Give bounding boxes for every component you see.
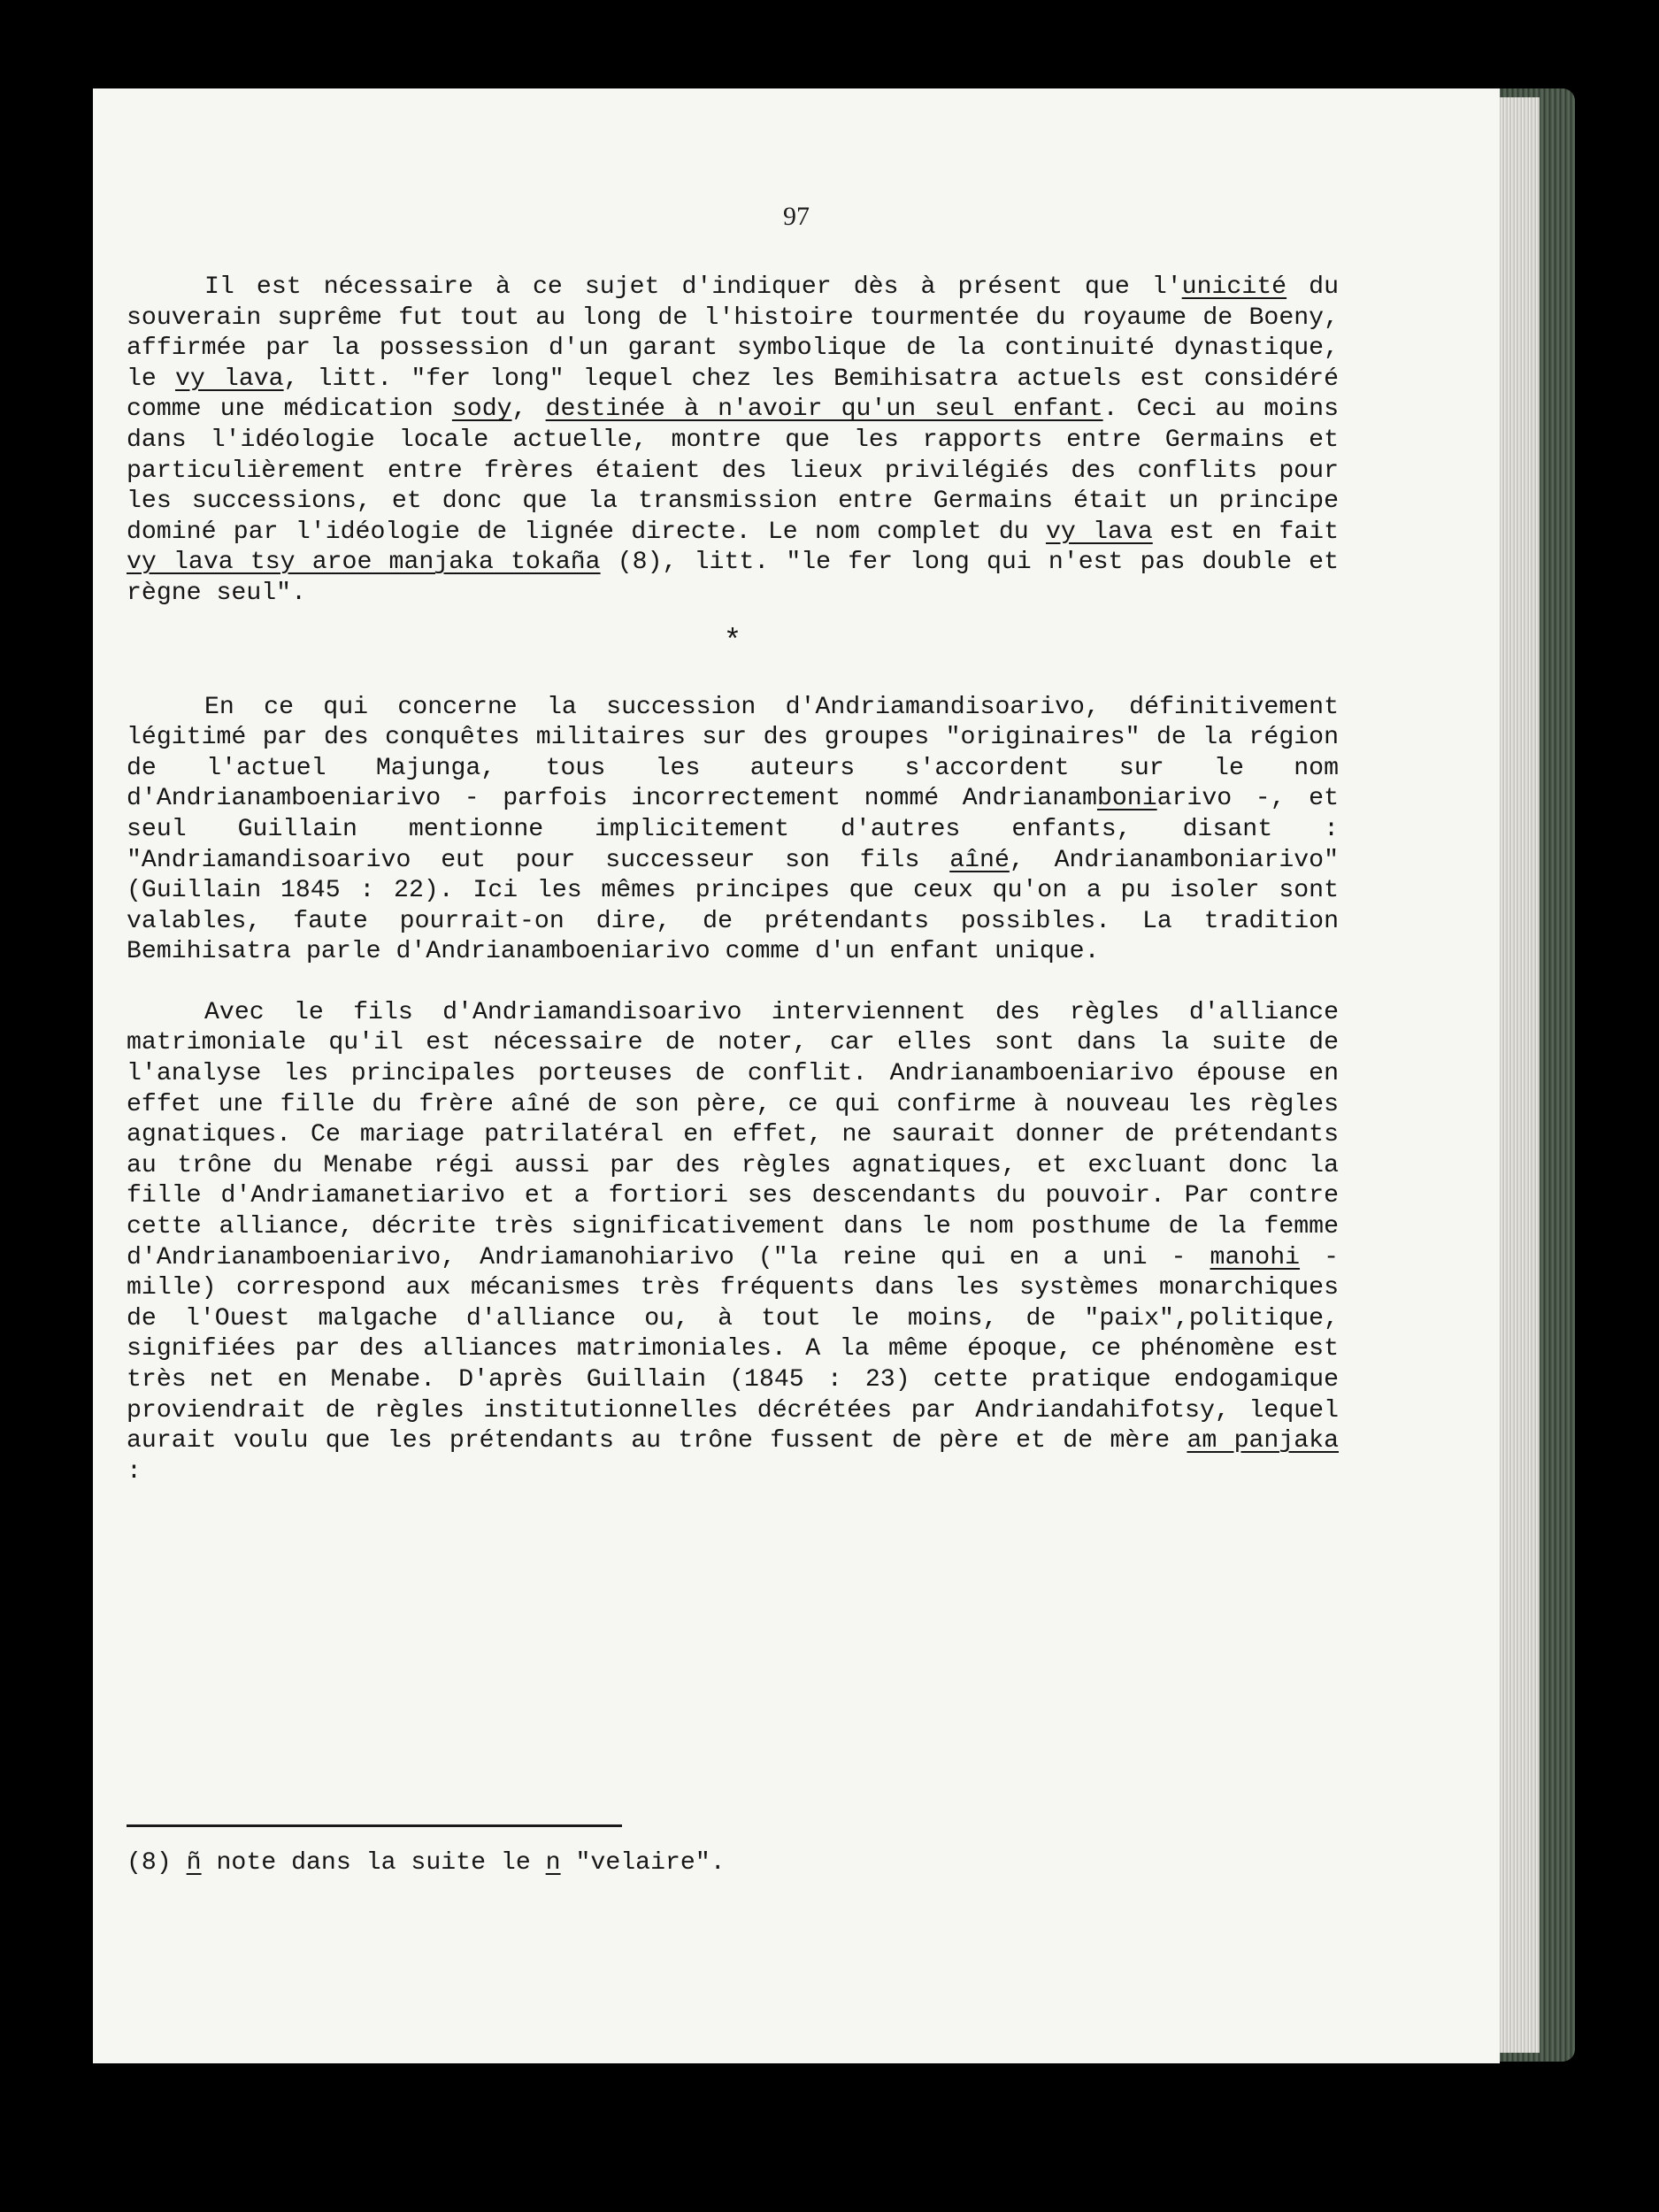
text-run: - mille) correspond aux mécanismes très fréquents dans les systèmes monarchiques de l'Ouest malgache d'alliance ou, à tout le moins, de "paix",politique, signifiées par des alliances matrimoniales. A la même époque, ce phénomène est très net en Menabe. D'après Guillain (1845 : 23) cette pratique endogamique proviendrait de règles institutionnelles décrétées par Andriandahifotsy, lequel aurait voulu que les prétendants au trône fussent de père et de mère (127, 1243, 1339, 1455)
underlined-term: manohi (1210, 1243, 1301, 1271)
text-run: du souverain suprême fut tout au long de l'histoire tourmentée du royaume de Boeny, affirmée par la possession d'un garant symbolique de la continuité dynastique, le (127, 273, 1339, 393)
text-run: est en fait (1152, 518, 1339, 546)
footnote-text: note dans la suite le (201, 1849, 546, 1877)
paragraph-2 (127, 693, 1339, 968)
underlined-term: vy lava tsy aroe manjaka tokaña (127, 549, 601, 577)
underlined-term: unicité (1181, 273, 1287, 301)
footnote-text-end: "velaire". (560, 1849, 726, 1877)
text-run: . Ceci au moins dans l'idéologie locale actuelle, montre que les rapports entre Germains et particulièrement entre frères étaient des lieux privilégiés des conflits pour les successions, et donc que la transmission entre Germains était un principe dominé par l'idéologie de lignée directe. Le nom complet du (127, 396, 1339, 546)
footnote-number: (8) (127, 1849, 172, 1877)
body-text (127, 273, 1339, 1487)
text-run: (8), litt. "le fer long qui n'est pas double et règne seul". (127, 549, 1339, 607)
underlined-term: vy lava (1045, 518, 1153, 546)
footnote-8 (127, 1849, 726, 1877)
footnote-symbol: ñ (186, 1849, 202, 1877)
text-run: Avec le fils d'Andriamandisoarivo interviennent des règles d'alliance matrimoniale qu'il est nécessaire de noter, car elles sont dans la suite de l'analyse les principales porteuses de conflit. Andrianamboeniarivo épouse en effet une fille du frère aîné de son père, ce qui confirme à nouveau les règles agnatiques. Ce mariage patrilatéral en effet, ne saurait donner de prétendants au trône du Menabe régi aussi par des règles agnatiques, et excluant donc la fille d'Andriamanetiarivo et a fortiori ses descendants du pouvoir. Par contre cette alliance, décrite très significativement dans le nom posthume de la femme d'Andrianamboeniarivo, Andriamanohiarivo ("la reine qui en a uni - (127, 998, 1339, 1271)
footnote-letter: n (545, 1849, 561, 1877)
text-run: , (511, 396, 546, 424)
paragraph-1 (127, 273, 1339, 610)
page-number: 97 (783, 202, 810, 231)
footnote-rule (127, 1824, 622, 1827)
text-run: En ce qui concerne la succession d'Andriamandisoarivo, définitivement légitimé par des conquêtes militaires sur des groupes "originaires" de la région de l'actuel Majunga, tous les auteurs s'accordent sur le nom d'Andrianamboeniarivo - parfois incorrectement nommé Andrianam (127, 693, 1339, 813)
underlined-term: aîné (949, 846, 1010, 874)
text-run: , Andrianambonіarivo" (Guillain 1845 : 22). Ici les mêmes principes que ceux qu'on a pu isoler sont valables, faute pourrait-on dire, de prétendants possibles. La tradition Bemihisatra parle d'Andrianamboeniarivo comme d'un enfant unique. (127, 846, 1339, 966)
paragraph-3 (127, 998, 1339, 1488)
underlined-term: destinée à n'avoir qu'un seul enfant (545, 396, 1103, 424)
text-run: : (127, 1457, 142, 1486)
text-run: Il est nécessaire à ce sujet d'indiquer dès à présent que l' (204, 273, 1182, 301)
underlined-term: am panjaka (1187, 1427, 1339, 1455)
underlined-term: boni (1096, 785, 1157, 813)
underlined-term: sody (451, 396, 512, 424)
text-run: , litt. "fer long" lequel chez les Bemihisatra actuels est considéré comme une médication (127, 365, 1339, 424)
underlined-term: vy lava (174, 365, 284, 393)
text-run: arivo -, et seul Guillain mentionne implicitement d'autres enfants, disant : "Andriamandisoarivo eut pour successeur son fils (127, 785, 1339, 874)
section-separator: * (723, 625, 742, 659)
